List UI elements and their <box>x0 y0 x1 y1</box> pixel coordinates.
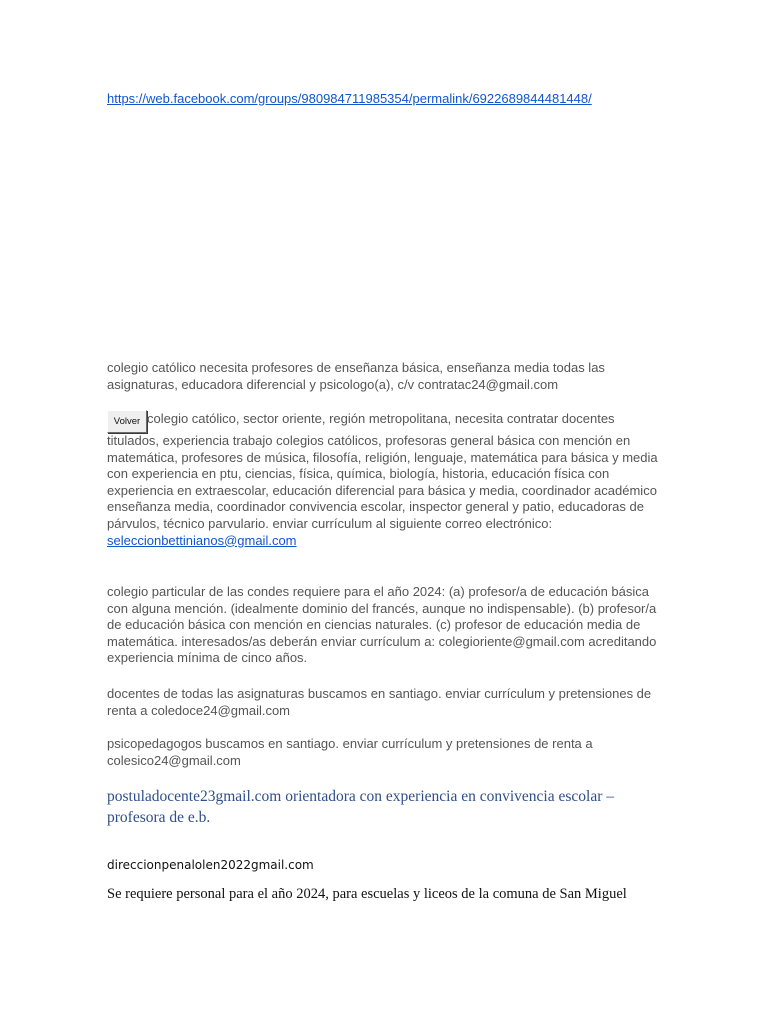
job-post-sector-oriente <box>107 411 667 549</box>
job-post-psicopedagogos: psicopedagogos buscamos en santiago. enviar currículum y pretensiones de renta a colesico24@gmail.com <box>107 736 593 768</box>
direccion-penalolen-email: direccionpenalolen2022gmail.com <box>107 858 314 872</box>
job-post-orientadora: postuladocente23gmail.com orientadora con experiencia en convivencia escolar – profesora de e.b. <box>107 788 614 826</box>
job-post-sector-oriente-text: colegio católico, sector oriente, región metropolitana, necesita contratar docentes titulados, experiencia trabajo colegios católicos, profesoras general básica con mención en matemática, profesores de música, filosofía, religión, lenguaje, matemática para básica y media con experiencia en ptu, ciencias, física, química, biología, historia, educación física con experiencia en extraescolar, educación diferencial para básica y media, coordinador académico enseñanza media, coordinador convivencia escolar, inspector general y patio, educadoras de párvulos, técnico parvulario. enviar currículum al siguiente correo electrónico: <box>107 411 658 531</box>
job-post-docentes: docentes de todas las asignaturas buscamos en santiago. enviar currículum y pretensiones de renta a coledoce24@gmail.com <box>107 686 652 718</box>
seleccion-email-link[interactable]: seleccionbettinianos@gmail.com <box>107 532 297 548</box>
facebook-group-link[interactable]: https://web.facebook.com/groups/980984711985354/permalink/6922689844481448/ <box>107 91 592 106</box>
san-miguel-notice: Se requiere personal para el año 2024, para escuelas y liceos de la comuna de San Miguel <box>107 886 627 902</box>
job-post-colegio-catolico: colegio católico necesita profesores de enseñanza básica, enseñanza media todas las asignaturas, educadora diferencial y psicologo(a), c/v contratac24@gmail.com <box>107 360 605 392</box>
volver-button[interactable]: Volver <box>107 410 147 433</box>
job-post-las-condes: colegio particular de las condes requiere para el año 2024: (a) profesor/a de educación básica con alguna mención. (idealmente dominio del francés, aunque no indispensable). (b) profesor/a de educación básica con mención en ciencias naturales. (c) profesor de educación media de matemática. interesados/as deberán enviar currículum a: colegioriente@gmail.com acreditando experiencia mínima de cinco años. <box>107 584 657 666</box>
